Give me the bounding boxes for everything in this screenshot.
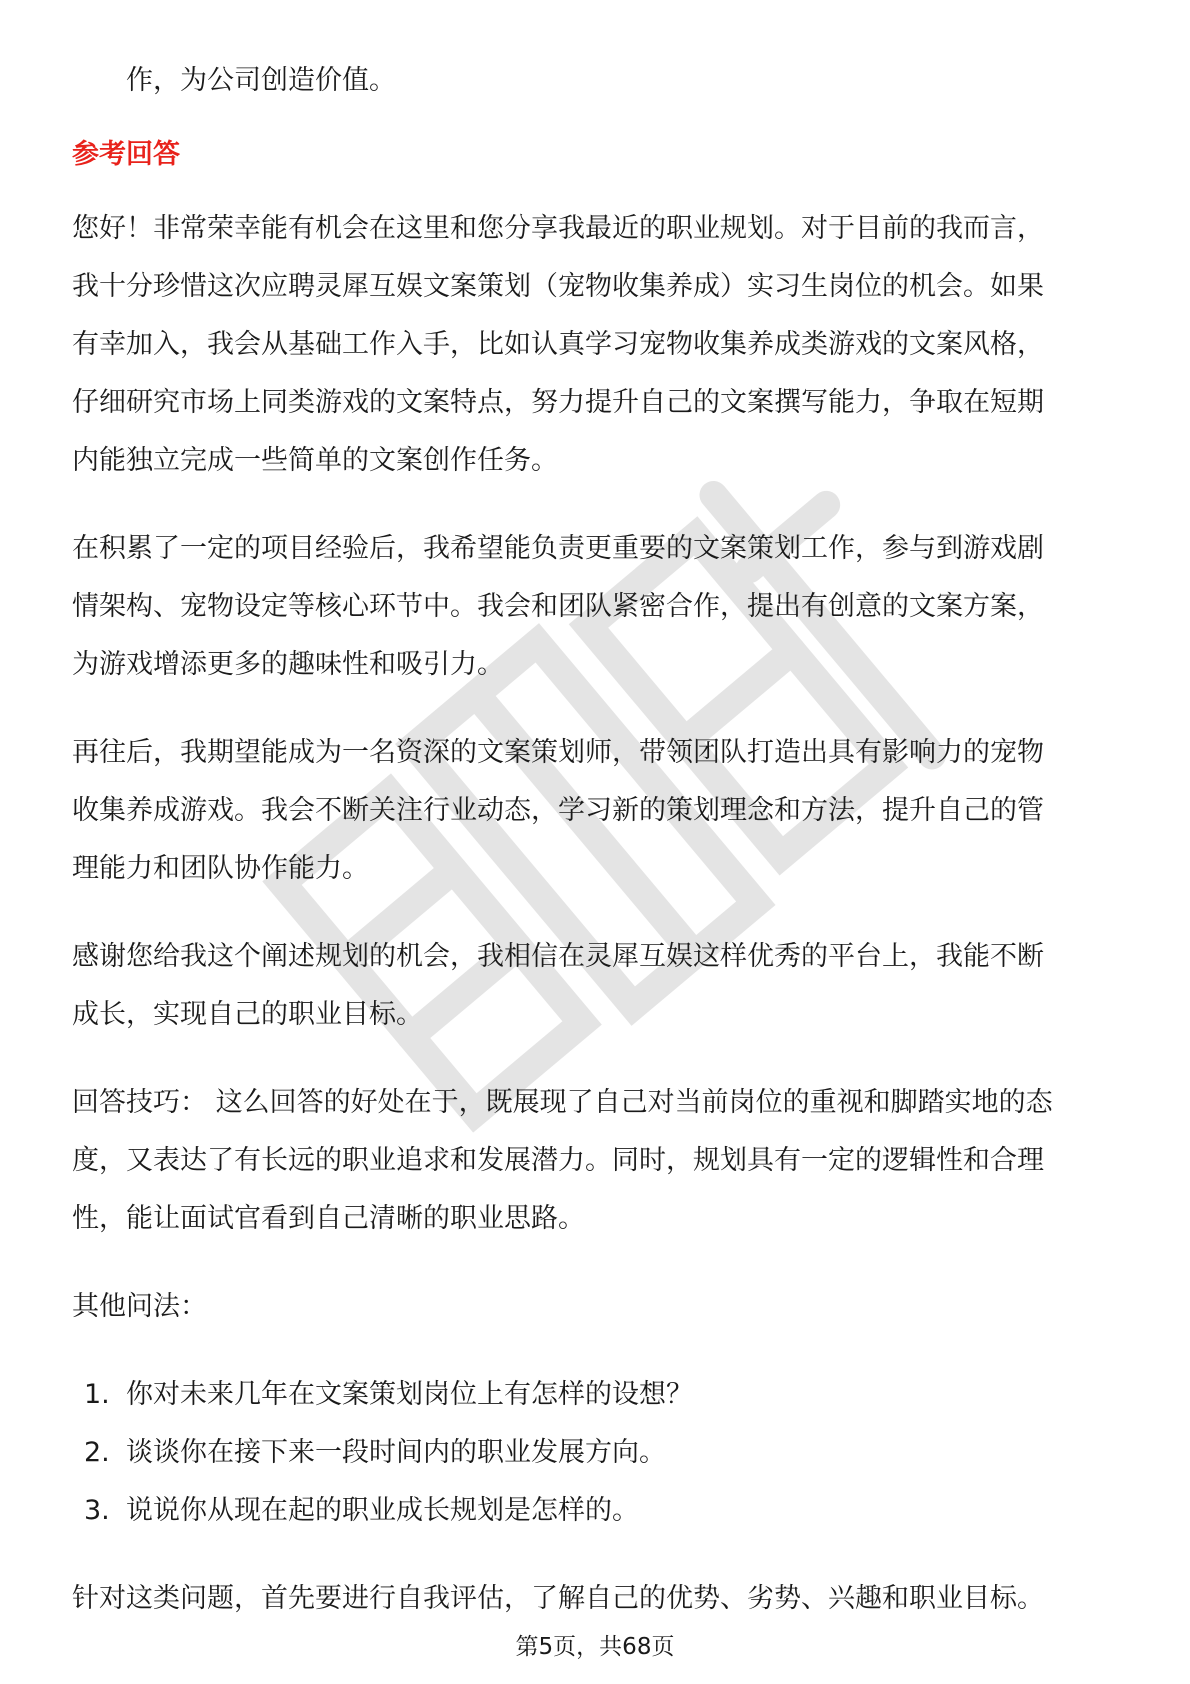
list-item-number: 1.	[84, 1379, 110, 1410]
list-item	[72, 1482, 1122, 1540]
paragraph-line: 情架构、宠物设定等核心环节中。我会和团队紧密合作，提出有创意的文案方案，	[72, 591, 1044, 622]
other-questions-label	[72, 1278, 1122, 1336]
paragraph-line: 收集养成游戏。我会不断关注行业动态，学习新的策划理念和方法，提升自己的管	[72, 795, 1044, 826]
paragraph-line: 有幸加入，我会从基础工作入手，比如认真学习宠物收集养成类游戏的文案风格，	[72, 329, 1044, 360]
list-item-number: 3.	[84, 1495, 110, 1526]
paragraph-line: 仔细研究市场上同类游戏的文案特点，努力提升自己的文案撰写能力，争取在短期	[72, 387, 1044, 418]
paragraph-4	[72, 928, 1122, 1044]
paragraph-2	[72, 520, 1122, 694]
paragraph-line: 性，能让面试官看到自己清晰的职业思路。	[72, 1203, 585, 1234]
other-questions-list	[72, 1366, 1122, 1540]
intro-line: 作，为公司创造价值。	[126, 65, 396, 96]
paragraph-line: 我十分珍惜这次应聘灵犀互娱文案策划（宠物收集养成）实习生岗位的机会。如果	[72, 271, 1044, 302]
list-item-text: 你对未来几年在文案策划岗位上有怎样的设想？	[126, 1379, 693, 1410]
list-item-number: 2.	[84, 1437, 110, 1468]
list-item-text: 谈谈你在接下来一段时间内的职业发展方向。	[126, 1437, 666, 1468]
paragraph-line: 度，又表达了有长远的职业追求和发展潜力。同时，规划具有一定的逻辑性和合理	[72, 1145, 1044, 1176]
list-item	[72, 1366, 1122, 1424]
paragraph-line: 其他问法：	[72, 1291, 207, 1322]
paragraph-line: 感谢您给我这个阐述规划的机会，我相信在灵犀互娱这样优秀的平台上，我能不断	[72, 941, 1044, 972]
paragraph-line: 在积累了一定的项目经验后，我希望能负责更重要的文案策划工作，参与到游戏剧	[72, 533, 1044, 564]
closing-line: 针对这类问题，首先要进行自我评估，了解自己的优势、劣势、兴趣和职业目标。	[72, 1583, 1044, 1614]
paragraph-line: 您好！非常荣幸能有机会在这里和您分享我最近的职业规划。对于目前的我而言，	[72, 213, 1044, 244]
paragraph-line: 理能力和团队协作能力。	[72, 853, 369, 884]
paragraph-3	[72, 724, 1122, 898]
paragraph-1	[72, 200, 1122, 490]
list-item	[72, 1424, 1122, 1482]
answer-tips-paragraph	[72, 1074, 1122, 1248]
section-heading: 参考回答	[72, 139, 180, 170]
page-footer: 第5页，共68页	[515, 1634, 675, 1660]
list-item-text: 说说你从现在起的职业成长规划是怎样的。	[126, 1495, 639, 1526]
paragraph-line: 再往后，我期望能成为一名资深的文案策划师，带领团队打造出具有影响力的宠物	[72, 737, 1044, 768]
paragraph-line: 内能独立完成一些简单的文案创作任务。	[72, 445, 558, 476]
paragraph-line: 回答技巧： 这么回答的好处在于，既展现了自己对当前岗位的重视和脚踏实地的态	[72, 1087, 1053, 1118]
paragraph-line: 成长，实现自己的职业目标。	[72, 999, 423, 1030]
paragraph-line: 为游戏增添更多的趣味性和吸引力。	[72, 649, 504, 680]
document-body	[72, 52, 1122, 1628]
